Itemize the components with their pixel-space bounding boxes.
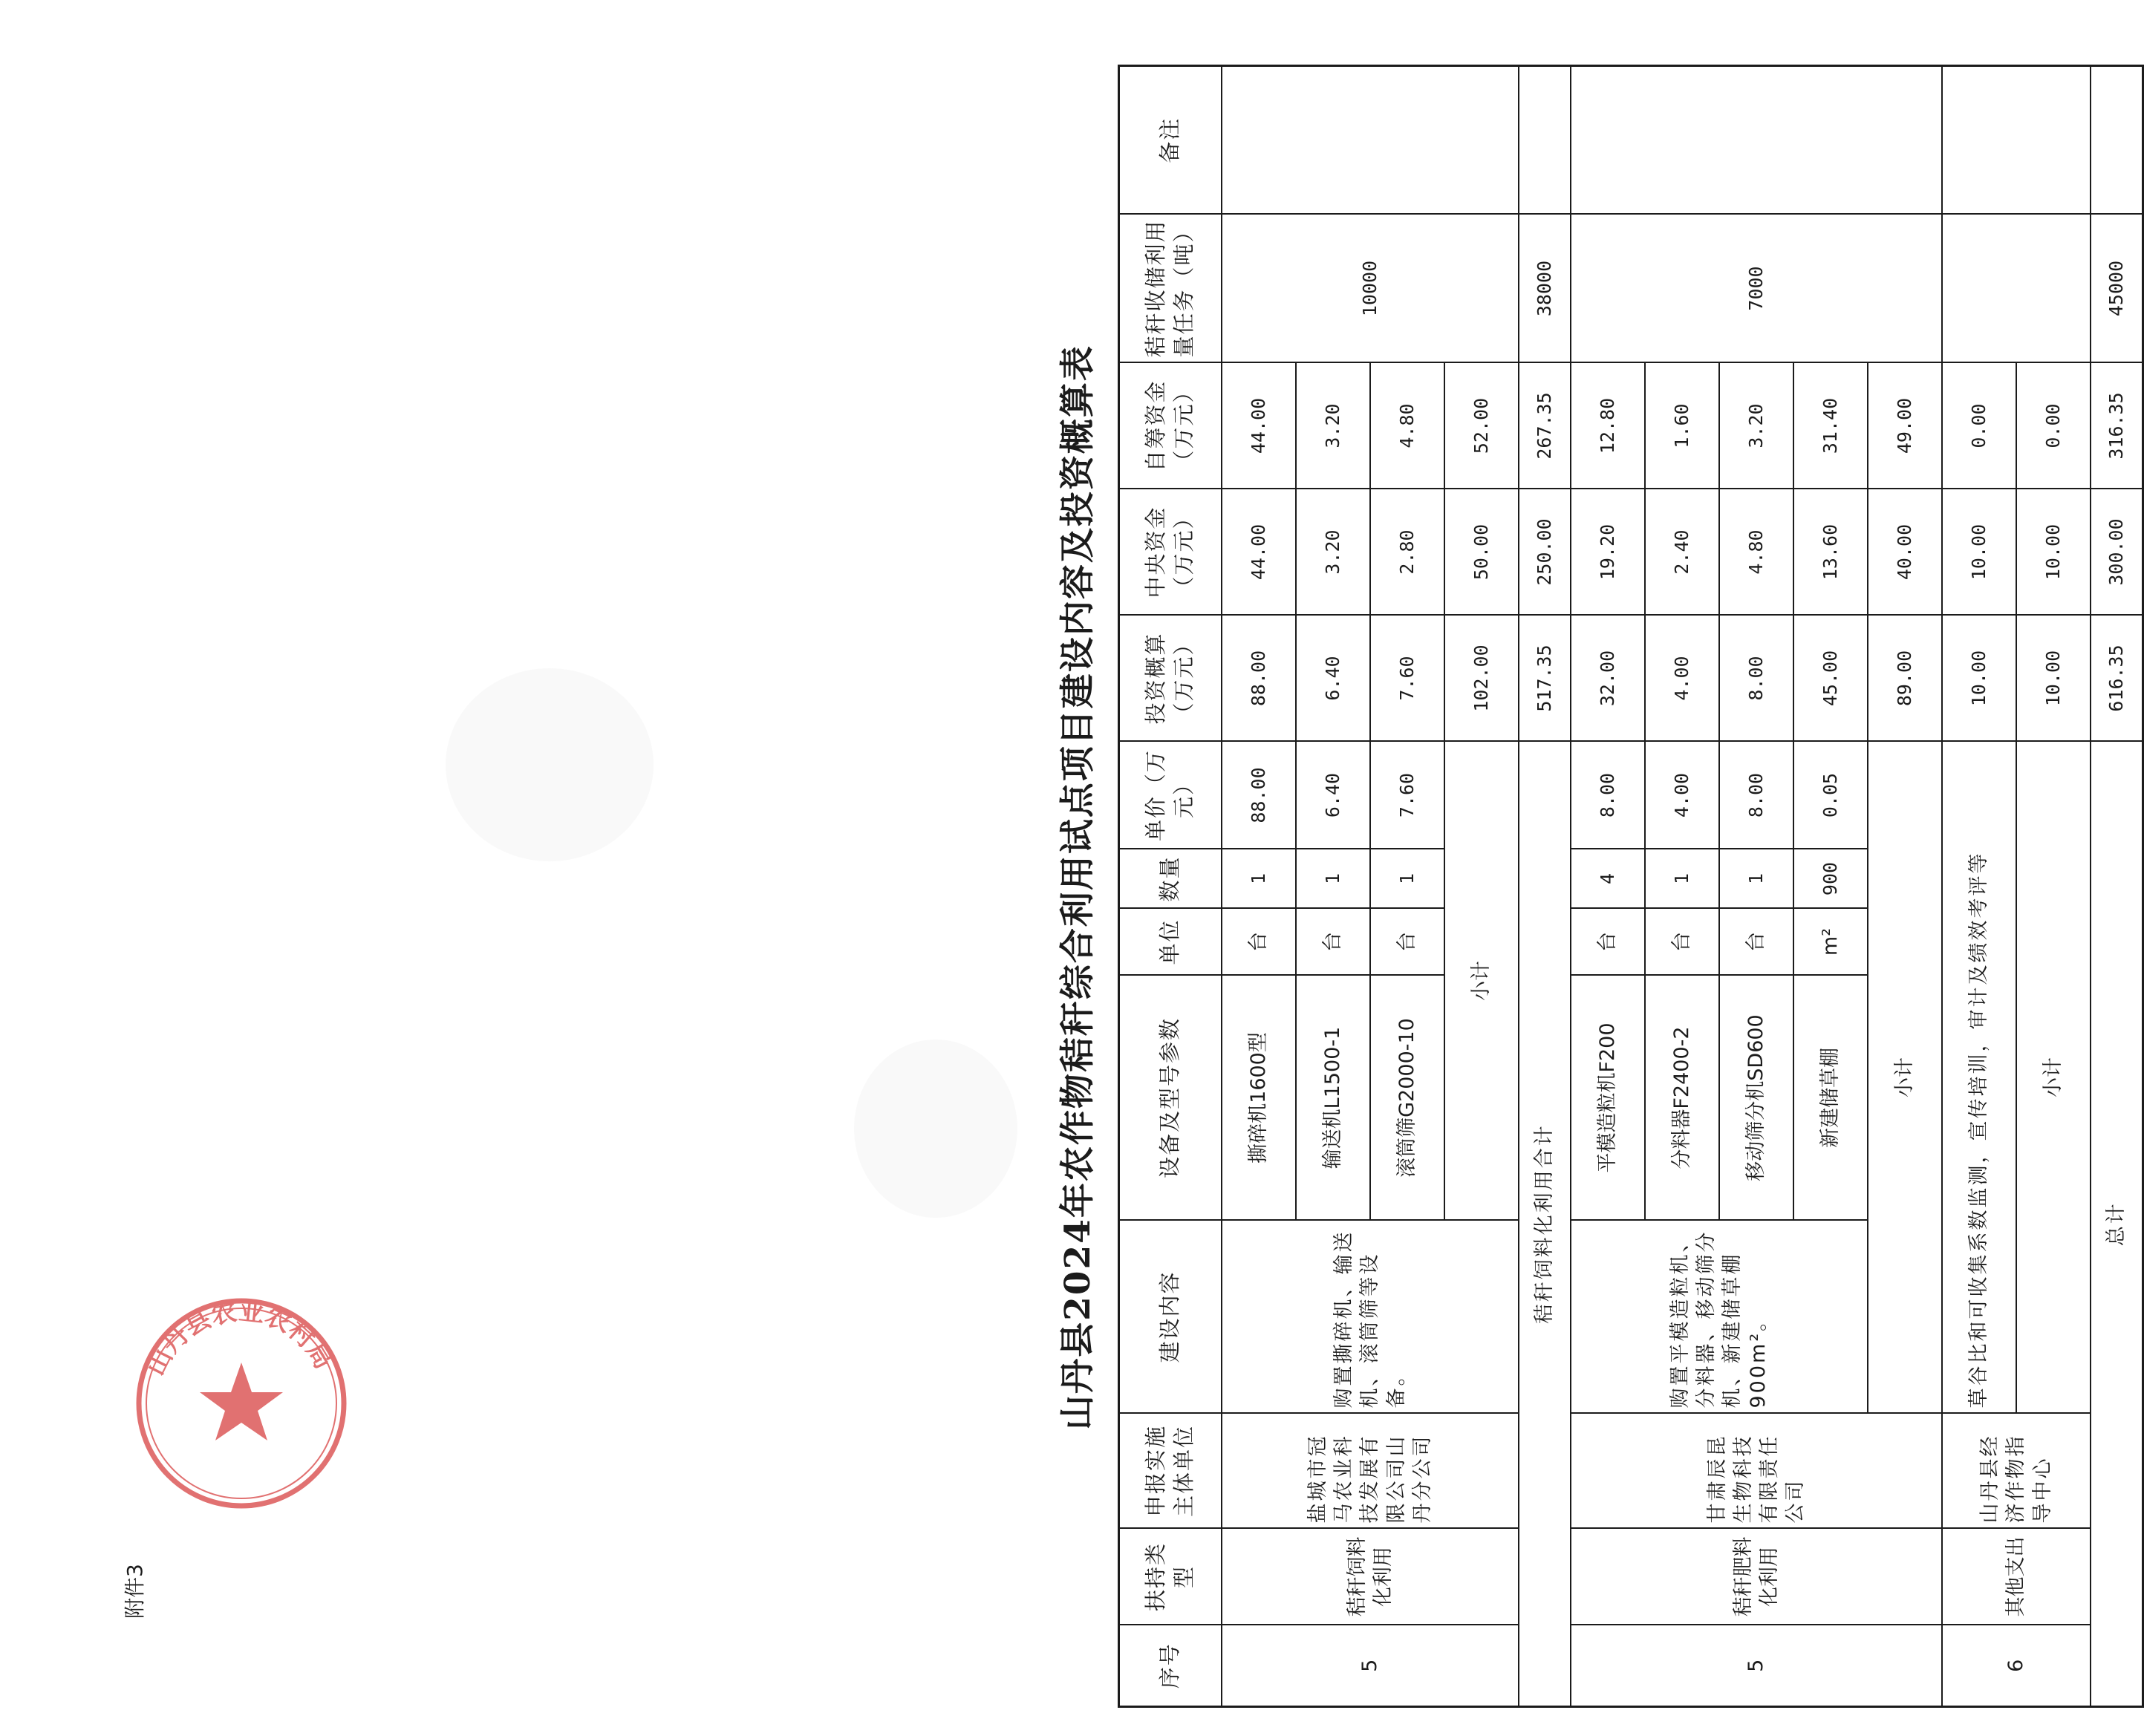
equipment-price: 6.40 [1296, 742, 1370, 849]
equipment-invest: 4.00 [1645, 616, 1719, 742]
header-remark: 备注 [1119, 66, 1222, 215]
feed-total-task: 38000 [1519, 215, 1571, 363]
subtotal-self: 49.00 [1868, 363, 1942, 489]
rotated-page [1032, 67, 2128, 1708]
equipment-name: 新建储草棚 [1793, 976, 1868, 1221]
header-row [1119, 66, 1222, 1707]
group2-seq: 5 [1571, 1625, 1942, 1707]
equipment-qty: 1 [1296, 849, 1370, 909]
header-qty: 数量 [1119, 849, 1222, 909]
equipment-invest: 6.40 [1296, 616, 1370, 742]
equipment-invest: 32.00 [1571, 616, 1645, 742]
other-task [1942, 215, 2091, 363]
equipment-qty: 4 [1571, 849, 1645, 909]
other-applicant: 山丹县经济作物指导中心 [1942, 1414, 2091, 1529]
group1-task: 10000 [1222, 215, 1519, 363]
equipment-self: 1.60 [1645, 363, 1719, 489]
annex-label: 附件3 [123, 1564, 147, 1619]
equipment-price: 8.00 [1571, 742, 1645, 849]
header-seq: 序号 [1119, 1625, 1222, 1707]
group2-content: 购置平模造粒机、分料器、移动筛分机、新建储草棚900m²。 [1571, 1221, 1868, 1414]
equipment-name: 滚筒筛G2000-10 [1370, 976, 1444, 1221]
other-self: 0.00 [1942, 363, 2016, 489]
group2-type: 秸秆肥料化利用 [1571, 1529, 1942, 1625]
budget-table [1118, 65, 2144, 1708]
group1-type: 秸秆饲料化利用 [1222, 1529, 1519, 1625]
subtotal-central: 10.00 [2016, 489, 2091, 616]
equipment-name: 平模造粒机F200 [1571, 976, 1645, 1221]
grand-total-invest: 616.35 [2091, 616, 2143, 742]
equipment-invest: 8.00 [1719, 616, 1793, 742]
equipment-qty: 1 [1222, 849, 1296, 909]
table-row [1571, 66, 1645, 1707]
grand-total-remark [2091, 66, 2143, 215]
equipment-self: 3.20 [1719, 363, 1793, 489]
equipment-name: 输送机L1500-1 [1296, 976, 1370, 1221]
svg-text:山丹县农业农村局: 山丹县农业农村局 [140, 1296, 339, 1380]
subtotal-self: 0.00 [2016, 363, 2091, 489]
table-row [1942, 66, 2016, 1707]
equipment-invest: 88.00 [1222, 616, 1296, 742]
group1-remark [1222, 66, 1519, 215]
grand-total-task: 45000 [2091, 215, 2143, 363]
equipment-qty: 1 [1719, 849, 1793, 909]
equipment-unit: 台 [1719, 909, 1793, 976]
scan-stain [854, 1040, 1017, 1218]
scan-stain [446, 668, 654, 861]
grand-total-label: 总计 [2091, 742, 2143, 1707]
equipment-unit: 台 [1645, 909, 1719, 976]
equipment-qty: 1 [1370, 849, 1444, 909]
equipment-invest: 45.00 [1793, 616, 1868, 742]
equipment-price: 88.00 [1222, 742, 1296, 849]
header-content: 建设内容 [1119, 1221, 1222, 1414]
equipment-invest: 7.60 [1370, 616, 1444, 742]
equipment-central: 13.60 [1793, 489, 1868, 616]
equipment-price: 4.00 [1645, 742, 1719, 849]
equipment-self: 12.80 [1571, 363, 1645, 489]
subtotal-label: 小计 [1868, 742, 1942, 1414]
subtotal-label: 小计 [2016, 742, 2091, 1414]
subtotal-invest: 89.00 [1868, 616, 1942, 742]
equipment-self: 44.00 [1222, 363, 1296, 489]
equipment-self: 31.40 [1793, 363, 1868, 489]
document-title: 山丹县2024年农作物秸秆综合利用试点项目建设内容及投资概算表 [1058, 345, 1098, 1430]
other-seq: 6 [1942, 1625, 2091, 1707]
grand-total-row [2091, 66, 2143, 1707]
equipment-name: 移动筛分机SD600 [1719, 976, 1793, 1221]
other-invest: 10.00 [1942, 616, 2016, 742]
header-central: 中央资金（万元） [1119, 489, 1222, 616]
equipment-unit: 台 [1222, 909, 1296, 976]
feed-total-self: 267.35 [1519, 363, 1571, 489]
grand-total-self: 316.35 [2091, 363, 2143, 489]
table-row [1222, 66, 1296, 1707]
header-applicant: 申报实施主体单位 [1119, 1414, 1222, 1529]
header-price: 单价（万元） [1119, 742, 1222, 849]
group1-seq: 5 [1222, 1625, 1519, 1707]
equipment-name: 撕碎机1600型 [1222, 976, 1296, 1221]
other-type: 其他支出 [1942, 1529, 2091, 1625]
header-invest: 投资概算（万元） [1119, 616, 1222, 742]
subtotal-central: 50.00 [1444, 489, 1519, 616]
subtotal-invest: 102.00 [1444, 616, 1519, 742]
equipment-price: 7.60 [1370, 742, 1444, 849]
group1-applicant: 盐城市冠马农业科技发展有限公司山丹分公司 [1222, 1414, 1519, 1529]
grand-total-central: 300.00 [2091, 489, 2143, 616]
subtotal-self: 52.00 [1444, 363, 1519, 489]
equipment-unit: m² [1793, 909, 1868, 976]
subtotal-central: 40.00 [1868, 489, 1942, 616]
header-unit: 单位 [1119, 909, 1222, 976]
header-self: 自筹资金（万元） [1119, 363, 1222, 489]
feed-total-label: 秸秆饲料化利用合计 [1519, 742, 1571, 1707]
equipment-central: 19.20 [1571, 489, 1645, 616]
group1-content: 购置撕碎机、输送机、滚筒筛等设备。 [1222, 1221, 1519, 1414]
equipment-unit: 台 [1571, 909, 1645, 976]
equipment-qty: 900 [1793, 849, 1868, 909]
feed-total-row [1519, 66, 1571, 1707]
group2-remark [1571, 66, 1942, 215]
equipment-unit: 台 [1296, 909, 1370, 976]
equipment-central: 3.20 [1296, 489, 1370, 616]
equipment-price: 8.00 [1719, 742, 1793, 849]
header-support-type: 扶持类型 [1119, 1529, 1222, 1625]
equipment-price: 0.05 [1793, 742, 1868, 849]
header-equipment: 设备及型号参数 [1119, 976, 1222, 1221]
equipment-qty: 1 [1645, 849, 1719, 909]
official-seal [130, 1292, 353, 1515]
star-icon [200, 1363, 283, 1440]
equipment-central: 44.00 [1222, 489, 1296, 616]
group2-task: 7000 [1571, 215, 1942, 363]
equipment-unit: 台 [1370, 909, 1444, 976]
header-task: 秸秆收储利用量任务（吨） [1119, 215, 1222, 363]
equipment-name: 分料器F2400-2 [1645, 976, 1719, 1221]
equipment-central: 2.80 [1370, 489, 1444, 616]
feed-total-remark [1519, 66, 1571, 215]
equipment-central: 4.80 [1719, 489, 1793, 616]
other-content: 草谷比和可收集系数监测，宣传培训，审计及绩效考评等 [1942, 742, 2016, 1414]
other-remark [1942, 66, 2091, 215]
subtotal-label: 小计 [1444, 742, 1519, 1221]
feed-total-invest: 517.35 [1519, 616, 1571, 742]
equipment-self: 3.20 [1296, 363, 1370, 489]
feed-total-central: 250.00 [1519, 489, 1571, 616]
group2-applicant: 甘肃辰昆生物科技有限责任公司 [1571, 1414, 1942, 1529]
subtotal-invest: 10.00 [2016, 616, 2091, 742]
equipment-self: 4.80 [1370, 363, 1444, 489]
equipment-central: 2.40 [1645, 489, 1719, 616]
other-central: 10.00 [1942, 489, 2016, 616]
